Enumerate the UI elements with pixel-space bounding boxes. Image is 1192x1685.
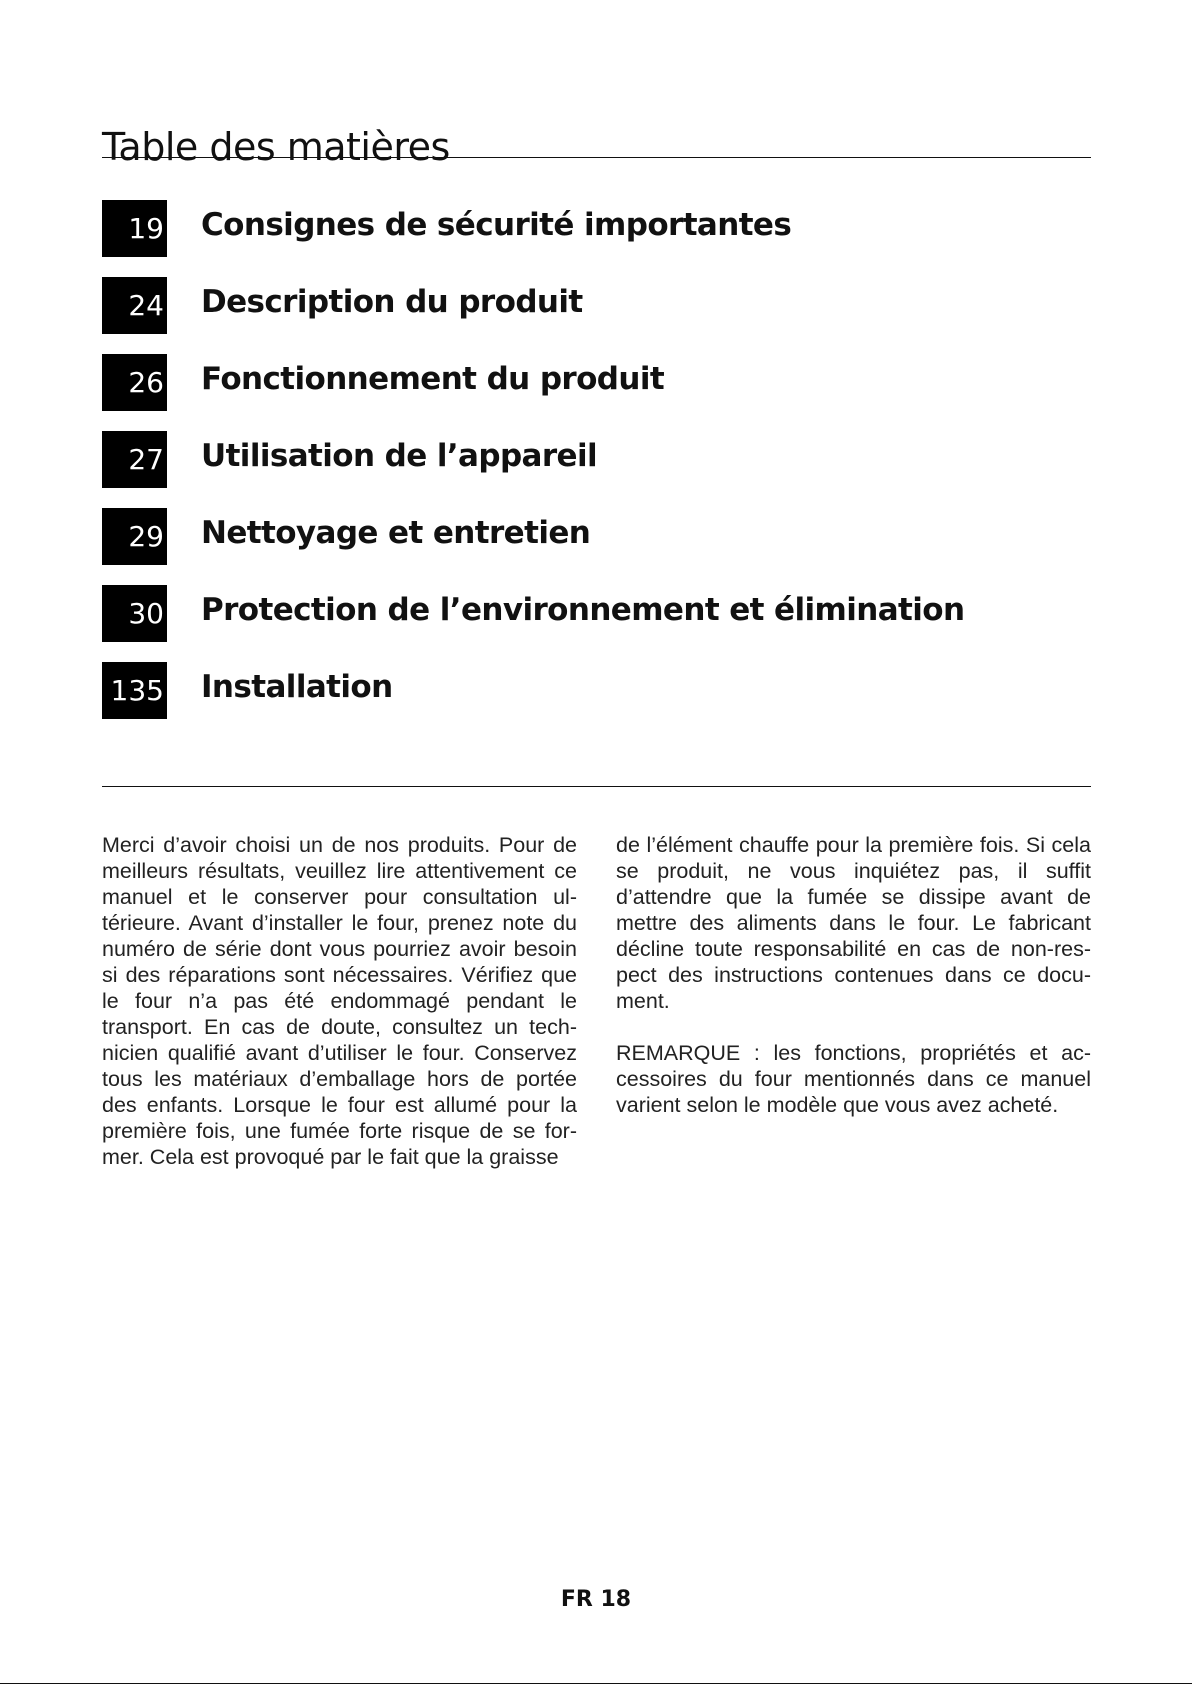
toc-entry-label: Consignes de sécurité importantes	[201, 207, 792, 243]
toc-entry-label: Installation	[201, 669, 393, 705]
bottom-edge-line	[0, 1683, 1192, 1684]
page-number: FR 18	[560, 1587, 632, 1612]
note-paragraph: REMARQUE : les fonctions, propriétés et accessoires du four mentionnés dans ce manuel varient selon le modèle que vous avez acheté.	[616, 1041, 1091, 1117]
toc-entry[interactable]	[102, 277, 1091, 334]
toc-entry[interactable]	[102, 508, 1091, 565]
toc-entry-label: Fonctionnement du produit	[201, 361, 665, 397]
toc-entry[interactable]	[102, 200, 1091, 257]
toc-entry[interactable]	[102, 431, 1091, 488]
table-of-contents	[102, 200, 1091, 739]
toc-page-number: 24	[102, 277, 167, 334]
toc-entry[interactable]	[102, 585, 1091, 642]
toc-page-number: 27	[102, 431, 167, 488]
toc-page-number: 26	[102, 354, 167, 411]
toc-entry[interactable]	[102, 662, 1091, 719]
intro-column-right	[616, 832, 1091, 1144]
toc-page-number: 30	[102, 585, 167, 642]
toc-page-number: 135	[102, 662, 167, 719]
toc-entry-label: Protection de l’environnement et élimination	[201, 592, 965, 628]
toc-page-number: 19	[102, 200, 167, 257]
section-divider	[102, 786, 1091, 787]
intro-paragraph-continued: de l’élément chauffe pour la première fois. Si cela se produit, ne vous inquiétez pas, il suffit d’attendre que la fumée se dissipe avant de mettre des aliments dans le four. Le fabricant décline toute responsabilité en cas de non-respect des instructions contenues dans ce document.	[616, 833, 1091, 1013]
title-divider	[102, 157, 1091, 158]
page-title: Table des matières	[102, 125, 450, 170]
intro-paragraph: Merci d’avoir choisi un de nos produits. Pour de meilleurs résultats, veuillez lire attentivement ce manuel et le conserver pour consultation ultérieure. Avant d’installer le four, prenez note du numéro de série dont vous pourriez avoir besoin si des réparations sont nécessaires. Vérifiez que le four n’a pas été endommagé pendant le transport. En cas de doute, consultez un technicien qualifié avant d’utiliser le four. Conservez tous les matériaux d’emballage hors de portée des enfants. Lorsque le four est allumé pour la première fois, une fumée forte risque de se former. Cela est provoqué par le fait que la graisse	[102, 833, 577, 1169]
toc-entry[interactable]	[102, 354, 1091, 411]
toc-entry-label: Description du produit	[201, 284, 583, 320]
toc-entry-label: Utilisation de l’appareil	[201, 438, 598, 474]
intro-column-left	[102, 832, 577, 1196]
toc-entry-label: Nettoyage et entretien	[201, 515, 591, 551]
toc-page-number: 29	[102, 508, 167, 565]
